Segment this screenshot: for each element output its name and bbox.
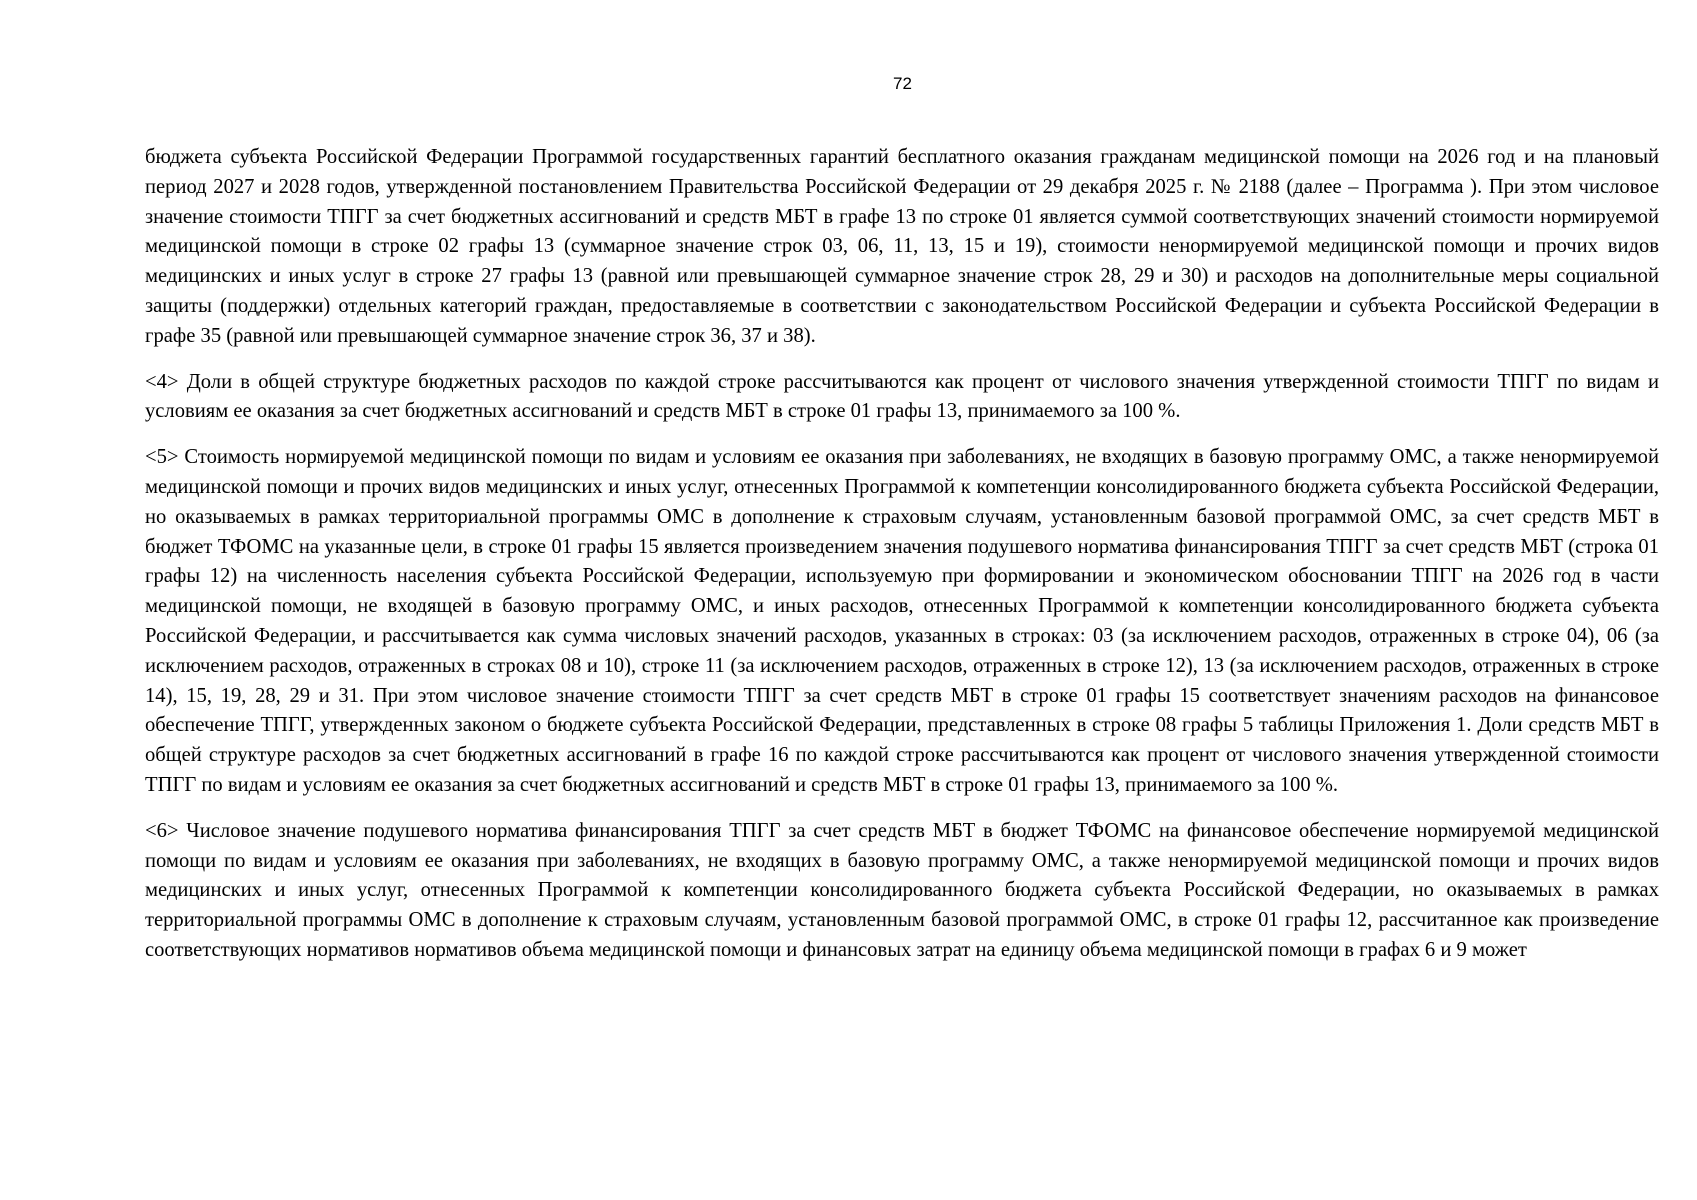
paragraph-footnote-6: <6> Числовое значение подушевого норматива финансирования ТПГГ за счет средств МБТ в бюджет ТФОМС на финансовое обеспечение нормируемой медицинской помощи по видам и условиям ее оказания при заболеваниях, не входящих в базовую программу ОМС, а также ненормируемой медицинской помощи и прочих видов медицинских и иных услуг, отнесенных Программой к компетенции консолидированного бюджета субъекта Российской Федерации, но оказываемых в рамках территориальной программы ОМС в дополнение к страховым случаям, установленным базовой программой ОМС, в строке 01 графы 12, рассчитанное как произведение соответствующих нормативов нормативов объема медицинской помощи и финансовых затрат на единицу объема медицинской помощи в графах 6 и 9 может <box>145 819 1659 961</box>
document-body <box>145 143 1659 982</box>
paragraph-footnote-5: <5> Стоимость нормируемой медицинской помощи по видам и условиям ее оказания при заболеваниях, не входящих в базовую программу ОМС, а также ненормируемой медицинской помощи и прочих видов медицинских и иных услуг, отнесенных Программой к компетенции консолидированного бюджета субъекта Российской Федерации, но оказываемых в рамках территориальной программы ОМС в дополнение к страховым случаям, установленным базовой программой ОМС, за счет средств МБТ в бюджет ТФОМС на указанные цели, в строке 01 графы 15 является произведением значения подушевого норматива финансирования ТПГГ за счет средств МБТ (строка 01 графы 12) на численность населения субъекта Российской Федерации, используемую при формировании и экономическом обосновании ТПГГ на 2026 год в части медицинской помощи, не входящей в базовую программу ОМС, и иных расходов, отнесенных Программой к компетенции консолидированного бюджета субъекта Российской Федерации, и рассчитывается как сумма числовых значений расходов, указанных в строках: 03 (за исключением расходов, отраженных в строке 04), 06 (за исключением расходов, отраженных в строках 08 и 10), строке 11 (за исключением расходов, отраженных в строке 12), 13 (за исключением расходов, отраженных в строке 14), 15, 19, 28, 29 и 31. При этом числовое значение стоимости ТПГГ за счет средств МБТ в строке 01 графы 15 соответствует значениям расходов на финансовое обеспечение ТПГГ, утвержденных законом о бюджете субъекта Российской Федерации, представленных в строке 08 графы 5 таблицы Приложения 1. Доли средств МБТ в общей структуре расходов за счет бюджетных ассигнований в графе 16 по каждой строке рассчитываются как процент от числового значения утвержденной стоимости ТПГГ по видам и условиям ее оказания за счет бюджетных ассигнований и средств МБТ в строке 01 графы 13, принимаемого за 100 %. <box>145 446 1659 796</box>
paragraph-continuation: бюджета субъекта Российской Федерации Программой государственных гарантий бесплатного оказания гражданам медицинской помощи на 2026 год и на плановый период 2027 и 2028 годов, утвержденной постановлением Правительства Российской Федерации от 29 декабря 2025 г. № 2188 (далее – Программа ). При этом числовое значение стоимости ТПГГ за счет бюджетных ассигнований и средств МБТ в графе 13 по строке 01 является суммой соответствующих значений стоимости нормируемой медицинской помощи в строке 02 графы 13 (суммарное значение строк 03, 06, 11, 13, 15 и 19), стоимости ненормируемой медицинской помощи и прочих видов медицинских и иных услуг в строке 27 графы 13 (равной или превышающей суммарное значение строк 28, 29 и 30) и расходов на дополнительные меры социальной защиты (поддержки) отдельных категорий граждан, предоставляемые в соответствии с законодательством Российской Федерации и субъекта Российской Федерации в графе 35 (равной или превышающей суммарное значение строк 36, 37 и 38). <box>145 146 1659 347</box>
page-number: 72 <box>893 74 912 93</box>
paragraph-footnote-4: <4> Доли в общей структуре бюджетных расходов по каждой строке рассчитываются как процент от числового значения утвержденной стоимости ТПГГ по видам и условиям ее оказания за счет бюджетных ассигнований и средств МБТ в строке 01 графы 13, принимаемого за 100 %. <box>145 370 1659 423</box>
